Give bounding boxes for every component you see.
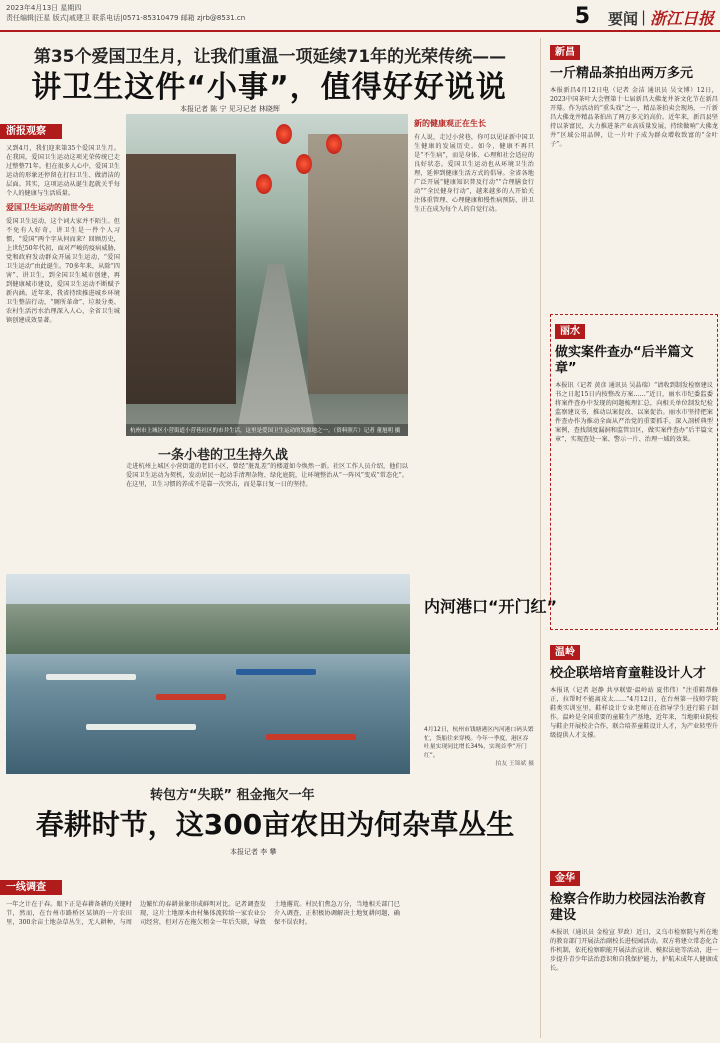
boat-icon [46,674,136,680]
sidebar-title[interactable]: 做实案件查办“后半篇文章” [555,345,694,376]
main-byline: 本报记者 陈 宁 见习记者 林晓辉 [180,105,280,113]
col2-body: 走进杭州上城区小营街道的老旧小区，曾经“脏乱差”的楼道如今焕然一新。社区工作人员介绍，他们以爱国卫生运动为契机，发动居民一起动手清理杂物、绿化庭院，让环境整治从“一阵风”变成“常态化”。在这里，卫生习惯的养成不是靠一次突击，而是靠日复一日的坚持。 [126,463,408,488]
bottom-article [6,900,534,1040]
sidebar-tag: 新昌 [550,45,580,60]
photo-house-right [308,134,408,394]
masthead: 浙江日报 [649,9,714,28]
article-column-3 [414,114,534,562]
sidebar-body: 本报讯（通讯员 金检宣 罗政）近日，义乌市检察院与所在地的教育部门开展法治副校长进校园活动。双方将建立常态化合作机制，依托检察职能开展法治宣讲、模拟法庭等活动，进一步提升青少年法治意识和自我保护能力，护航未成年人健康成长。 [550,929,718,972]
harbor-caption-text: 4月12日，杭州市钱塘港区内河港口码头繁忙，货船往来穿梭。今年一季度，港区吞吐量实现同比增长34%，实现首季“开门红”。 [424,727,534,759]
bottom-headline[interactable]: 春耕时节，这300亩农田为何杂草丛生 [35,808,515,841]
column-divider [540,38,541,1038]
section-name: 要闻 [607,10,638,28]
photo-shore [6,604,410,654]
sidebar-body: 本报讯（记者 黄彦 通讯员 吴晶瑞）“请收到制发检察建议书之日起15日内按整改方案……”近日，丽水市纪委监委将案件查办中发现的问题梳理汇总，向相关单位制发纪检监察建议书，推动以案促改、以案促治。丽水市坚持把案件查办作为推动全面从严治党的重要抓手，深入剖析典型案例，查找制度漏洞和监管盲区，做实案件查办“后半篇文章”，实现查处一案、警示一片、治理一域的效果。 [555,382,713,443]
col3-subhead: 新的健康观正在生长 [414,119,486,128]
header-meta: 2023年4月13日 星期四 责任编辑|汪星 版式|戚建卫 联系电话|0571-85310479 邮箱 zjrb@8531.cn [6,4,246,22]
boat-icon [156,694,226,700]
bottom-article-body: 一年之计在于春。眼下正是春耕备耕的关键时节，然而，在台州市路桥区某镇的一片农田里，300余亩土地杂草丛生，无人耕种，与周边繁忙的春耕景象形成鲜明对比。记者调查发现，这片土地原本由村集体流转给一家农业公司经营，但对方在拖欠租金一年后失联，导致土地撂荒。村民们焦急万分，当地相关部门已介入调查，正积极协调解决土地复耕问题，确保不误农时。 [6,901,400,926]
harbor-title[interactable]: 内河港口“开门红” [424,597,558,616]
header-separator: | [640,8,646,26]
sidebar-story-lishui [550,314,718,630]
lantern-icon [276,124,292,144]
section-badge: 浙报观察 [0,124,62,139]
alley-photo[interactable] [126,114,408,436]
photo-house-left [126,154,236,404]
sidebar-tag: 丽水 [555,324,585,339]
col2-subhead: 一条小巷的卫生持久战 [158,448,289,463]
page-header [0,0,720,32]
main-kicker: 第35个爱国卫生月，让我们重温一项延续71年的光荣传统—— [33,47,507,67]
lantern-icon [326,134,342,154]
sidebar-story-jinhua [550,866,718,1043]
sidebar-tag: 金华 [550,871,580,886]
sidebar-story-wenling [550,640,718,864]
bottom-byline: 本报记者 李 攀 [230,848,277,856]
article-column-2 [126,462,408,566]
harbor-photo[interactable] [6,574,410,774]
photo-caption: 杭州市上城区小营街道小营巷社区的市井生活，这里是爱国卫生运动的发源地之一。（资料照片）记者 董旭明 摄 [126,424,408,436]
photo-lane [236,264,316,436]
sidebar-title[interactable]: 一斤精品茶拍出两万多元 [550,66,694,81]
col1-subhead: 爱国卫生运动的前世今生 [6,203,94,212]
col1-intro: 又到4月，我们迎来第35个爱国卫生月。在我国，爱国卫生运动这项光荣传统已走过整整71年。但在很多人心中，爱国卫生运动的形象还停留在打扫卫生、做清洁的层面。其实，这项运动从诞生起就关乎每个人的健康与生活质量。 [6,145,120,197]
sidebar-body: 本报新昌4月12日电（记者 金洁 通讯员 吴文博）12日，2023中国茶叶大会暨第十七届新昌大佛龙井茶文化节在新昌开幕。作为活动的“重头戏”之一，精品茶拍卖会现场，一斤新昌大佛龙井精品茶拍出了两万多元的高价。近年来，新昌县坚持以茶富民，大力推进茶产业高质量发展，持续做响“大佛龙井”区域公用品牌，让一片叶子成为群众增收致富的“金叶子”。 [550,87,718,148]
harbor-caption [424,726,534,769]
investigation-badge: 一线调查 [0,880,62,895]
sidebar-title[interactable]: 检察合作助力校园法治教育建设 [550,892,707,923]
col1-body: 爱国卫生运动，这个词大家并不陌生。但不免有人好奇，讲卫生是一件个人习惯，“爱国”两个字从何而来？回顾历史，上世纪50年代初，面对严峻的疫病威胁，党和政府发动群众开展卫生运动，“爱国卫生运动”由此诞生。70多年来，从除“四害”、讲卫生，到全国卫生城市创建，再到健康城市建设，爱国卫生运动不断赋予新内涵。近年来，我省持续推进城乡环境卫生整洁行动，“厕所革命”、垃圾分类、农村生活污水治理深入人心，全省卫生城镇创建成效显著。 [6,218,120,324]
boat-icon [236,669,316,675]
lantern-icon [296,154,312,174]
harbor-credit: 拍友 王锦斌 摄 [495,761,534,767]
boat-icon [86,724,196,730]
article-column-1 [6,144,120,564]
sidebar-tag: 温岭 [550,645,580,660]
sidebar-body: 本报讯（记者 赵静 共享联盟·温岭站 夏伟伟）“注重鞋帮修正，拉帮时不能离皮太……”4月12日，在台州第一技师学院鞋类实训室里，鞋样设计专业老师正在指导学生进行鞋子制作。温岭是全国重要的童鞋生产基地，近年来，当地职业院校与鞋企开展校企合作，联合培养童鞋设计人才，为产业转型升级提供人才支撑。 [550,687,718,739]
sidebar-title[interactable]: 校企联培培育童鞋设计人才 [550,666,707,681]
col3-body: 有人说，走过小营巷，你可以见证新中国卫生健康的发展历史。如今，健康不再只是“不生病”，而是身体、心理和社会适应的良好状态。爱国卫生运动也从环境卫生治理，延伸到健康生活方式的倡导。全省各地广泛开展“健康知识普及行动”“合理膳食行动”“全民健身行动”，越来越多的人开始关注体重管理、心理健康和慢性病预防，讲卫生正在成为每个人的自觉行动。 [414,134,534,213]
sidebar-story-xinchang [550,40,718,312]
page-number: 5 [574,4,590,29]
main-headline[interactable]: 讲卫生这件“小事”，值得好好说说 [31,70,507,105]
bottom-kicker: 转包方“失联” 租金拖欠一年 [150,788,315,803]
boat-icon [266,734,356,740]
lantern-icon [256,174,272,194]
